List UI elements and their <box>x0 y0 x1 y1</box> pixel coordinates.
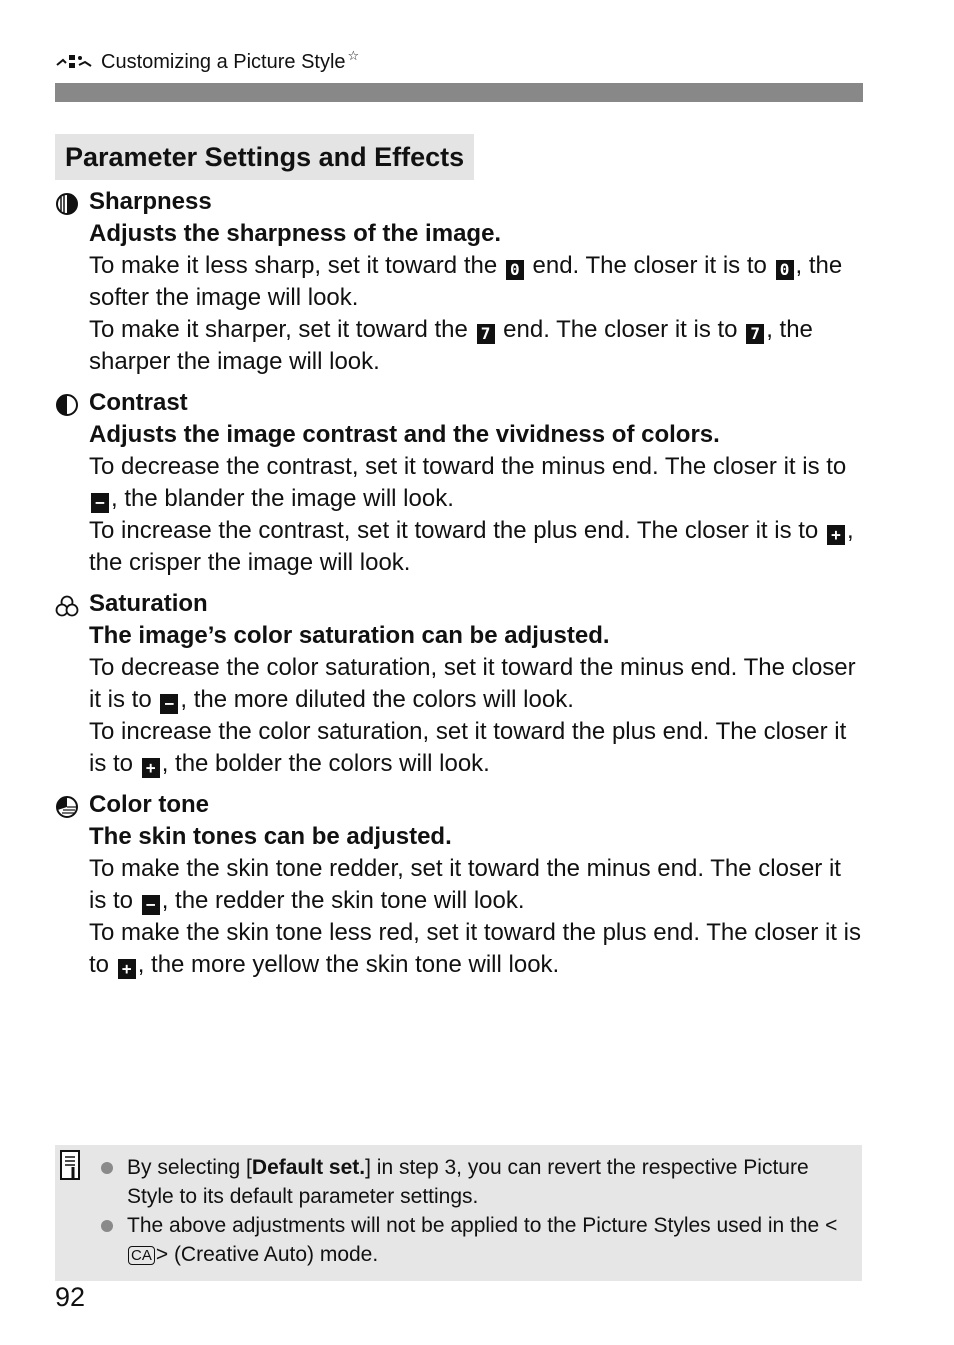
minus-icon: − <box>142 895 160 915</box>
bullet-icon <box>101 1162 113 1174</box>
param-color-tone <box>55 789 863 981</box>
param-desc-2: To increase the color saturation, set it toward the plus end. The closer it is to + , the bolder the colors will look. <box>89 718 847 777</box>
plus-icon: + <box>118 959 136 979</box>
param-subtitle: The skin tones can be adjusted. <box>89 823 452 850</box>
saturation-icon <box>55 594 79 618</box>
plus-icon: + <box>142 758 160 778</box>
param-saturation <box>55 588 863 780</box>
bullet-icon <box>101 1220 113 1232</box>
header-title: Customizing a Picture Style <box>101 50 346 73</box>
param-desc-1: To make it less sharp, set it toward the 0 end. The closer it is to 0 , the softer the image will look. <box>89 252 843 311</box>
sharpness-icon <box>55 192 79 216</box>
param-subtitle: Adjusts the image contrast and the vividness of colors. <box>89 421 720 448</box>
value-0-icon: 0 <box>506 260 524 280</box>
note-item: The above adjustments will not be applied to the Picture Styles used in the <CA > (Creative Auto) mode. <box>99 1211 839 1269</box>
param-subtitle: The image’s color saturation can be adjusted. <box>89 622 610 649</box>
param-desc-2: To increase the contrast, set it toward the plus end. The closer it is to + , the crisper the image will look. <box>89 517 854 576</box>
param-desc-2: To make it sharper, set it toward the 7 end. The closer it is to 7 , the sharper the image will look. <box>89 316 813 375</box>
page-header <box>55 48 359 76</box>
minus-icon: − <box>91 493 109 513</box>
note-list <box>99 1153 839 1269</box>
color-tone-icon <box>55 795 79 819</box>
picture-style-icon <box>55 53 93 71</box>
param-desc-1: To make the skin tone redder, set it toward the minus end. The closer it is to − , the redder the skin tone will look. <box>89 855 841 914</box>
param-name: Sharpness <box>89 188 212 215</box>
value-7-icon: 7 <box>477 324 495 344</box>
note-icon <box>59 1149 81 1181</box>
page-number: 92 <box>55 1282 86 1312</box>
value-0-icon: 0 <box>776 260 794 280</box>
value-7-icon: 7 <box>746 324 764 344</box>
param-desc-1: To decrease the color saturation, set it toward the minus end. The closer it is to − , the more diluted the colors will look. <box>89 654 856 713</box>
param-subtitle: Adjusts the sharpness of the image. <box>89 220 502 247</box>
param-desc-2: To make the skin tone less red, set it toward the plus end. The closer it is to + , the more yellow the skin tone will look. <box>89 919 861 978</box>
param-name: Contrast <box>89 389 188 416</box>
param-name: Saturation <box>89 590 208 617</box>
param-contrast <box>55 387 863 579</box>
creative-auto-icon: CA <box>128 1246 155 1265</box>
contrast-icon <box>55 393 79 417</box>
default-set-label: Default set. <box>251 1156 366 1179</box>
section-title: Parameter Settings and Effects <box>55 134 474 180</box>
minus-icon: − <box>160 694 178 714</box>
param-name: Color tone <box>89 791 209 818</box>
header-rule <box>55 83 863 102</box>
note-box <box>55 1145 862 1281</box>
plus-icon: + <box>827 525 845 545</box>
param-desc-1: To decrease the contrast, set it toward the minus end. The closer it is to − , the blander the image will look. <box>89 453 847 512</box>
advanced-star: ☆ <box>347 48 360 63</box>
param-sharpness <box>55 186 863 378</box>
note-item: By selecting [Default set.] in step 3, you can revert the respective Picture Style to its default parameter settings. <box>99 1153 839 1211</box>
